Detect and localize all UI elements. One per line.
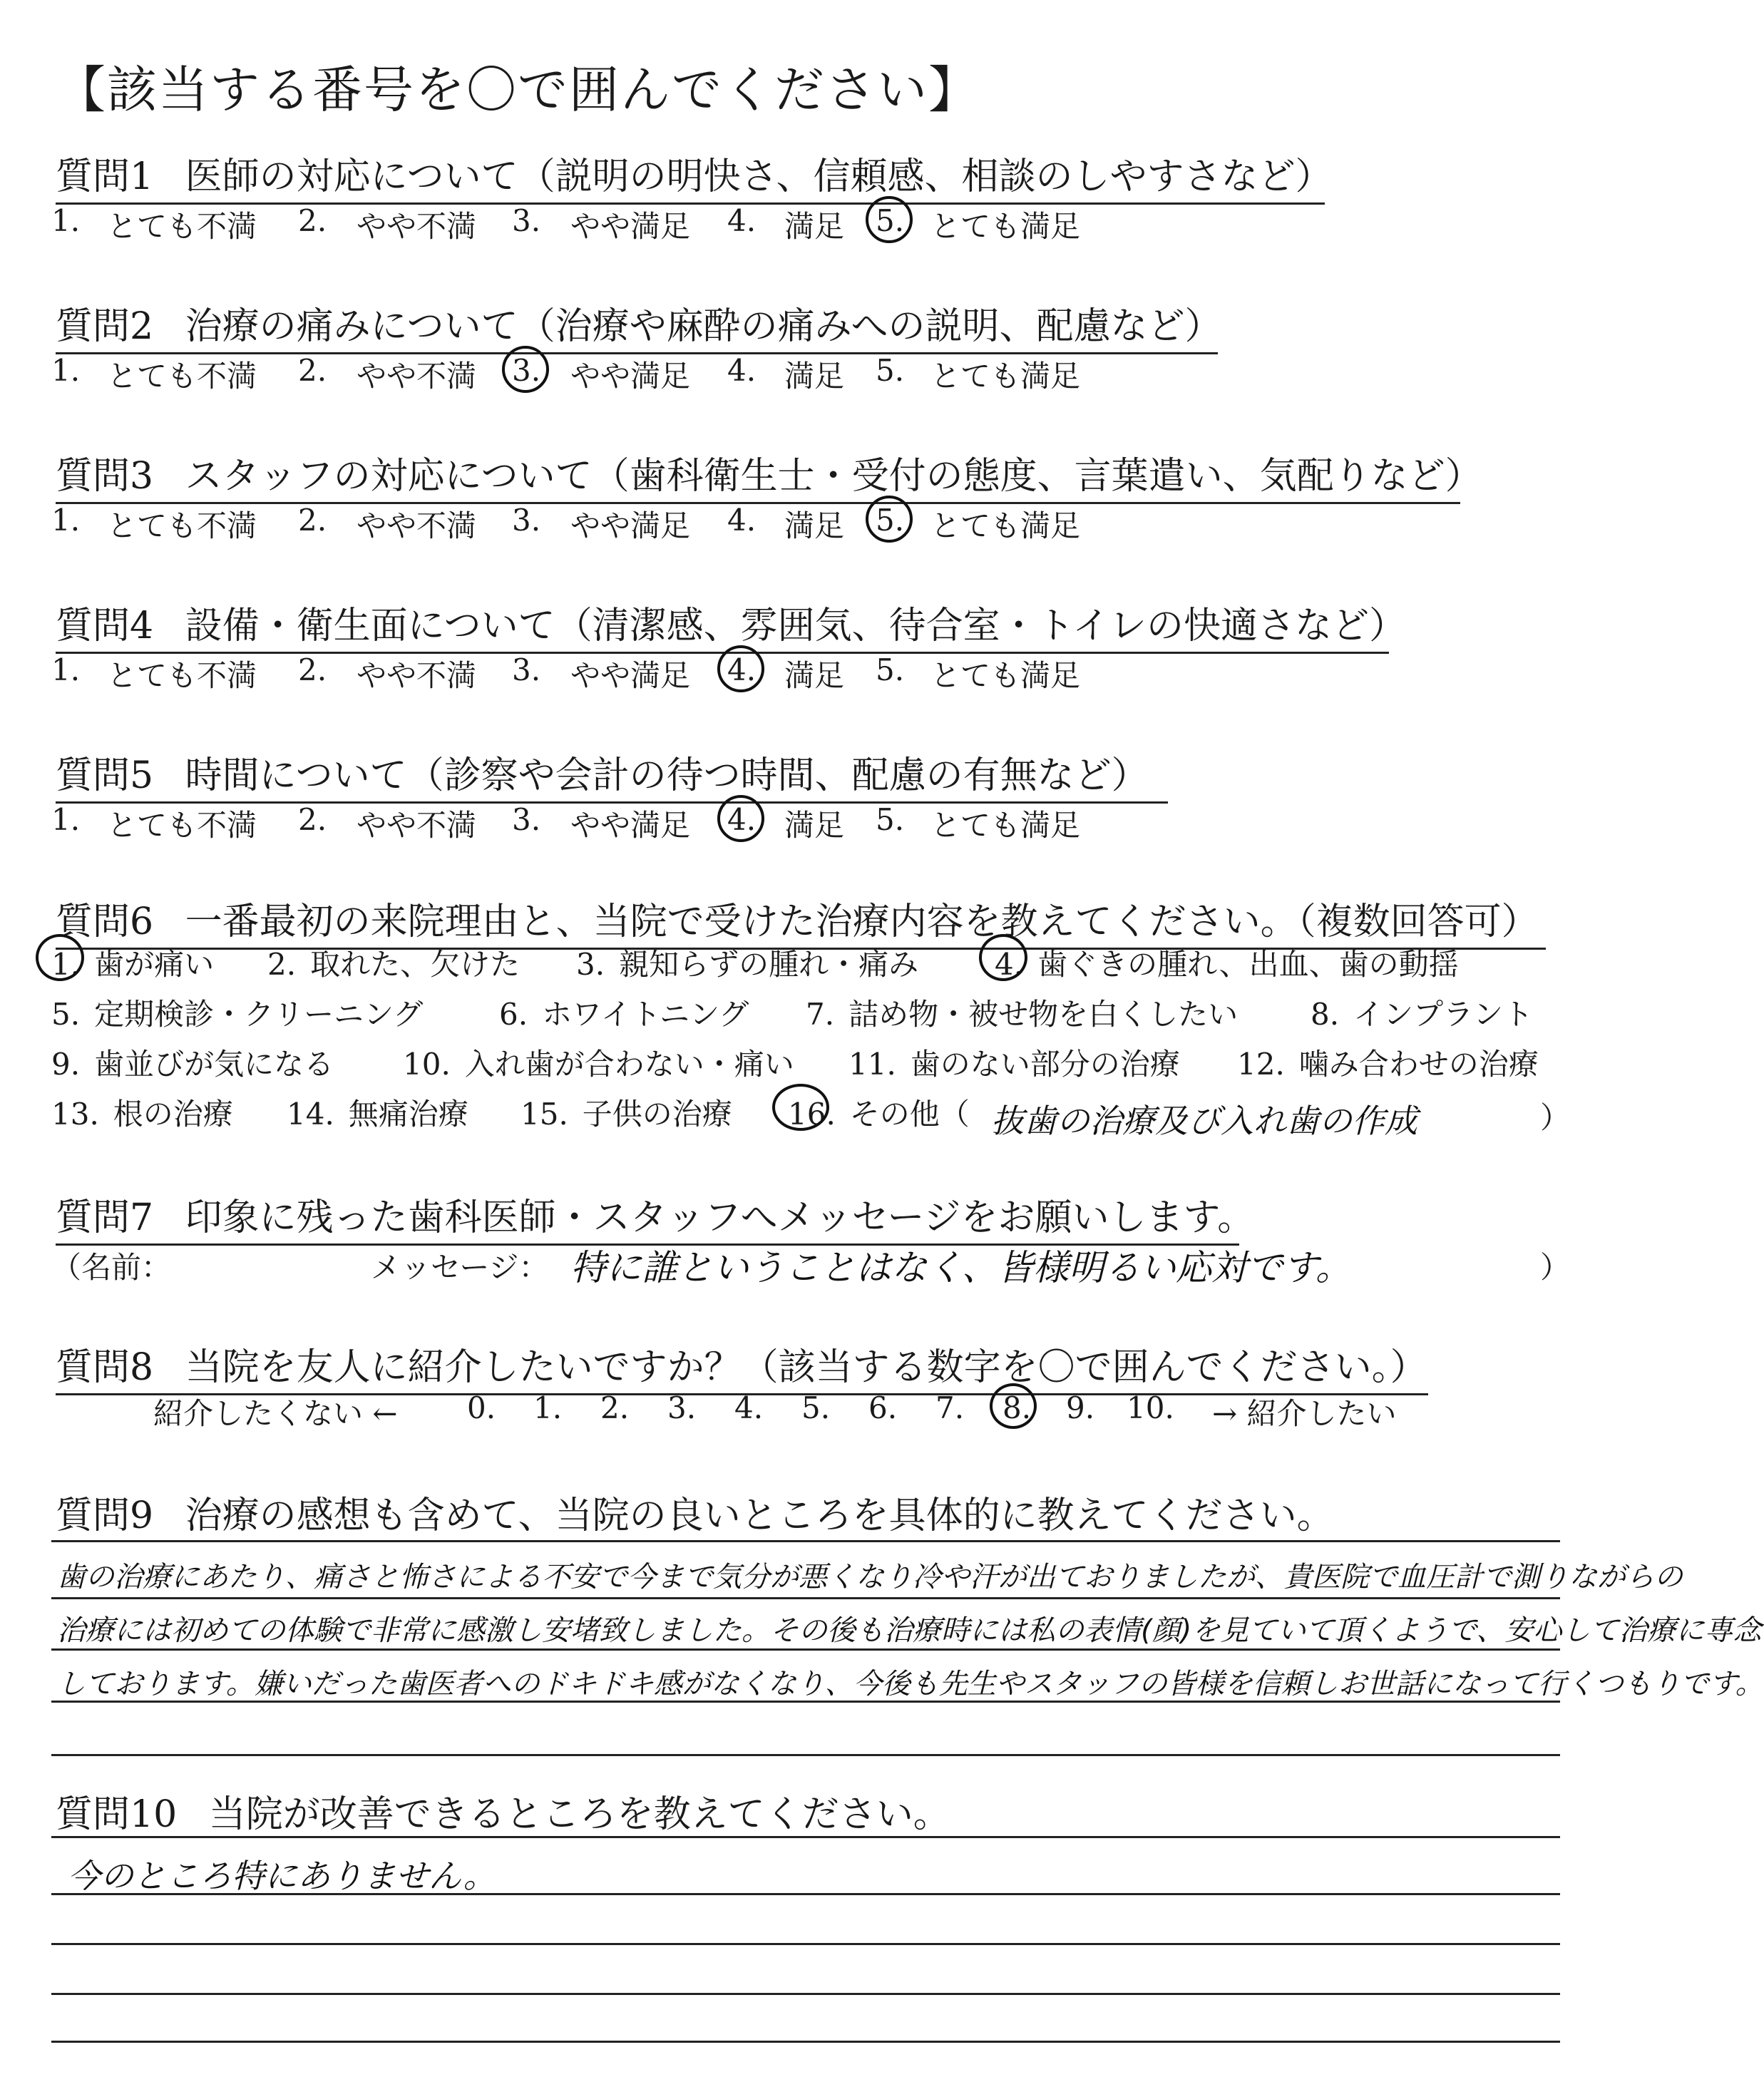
answer-scale-q4 <box>0 652 1643 695</box>
option-label: 満足 <box>784 359 845 394</box>
option-label: その他（ <box>849 1097 970 1132</box>
selection-circle <box>866 196 913 243</box>
option-number: 7. <box>806 997 835 1032</box>
option-number: 4. <box>727 503 757 538</box>
q9-handwritten-line-1: 歯の治療にあたり、痛さと怖さによる不安で今まで気分が悪くなり冷や汗が出ておりましたが、貴医院で血圧計で測りながらの <box>57 1561 1683 1594</box>
option-number: 5. <box>51 997 81 1032</box>
treatment-option <box>806 991 1238 1034</box>
recommend-scale-value: 3. <box>667 1390 697 1425</box>
option-label: やや満足 <box>570 658 691 693</box>
treatment-option <box>403 1041 794 1084</box>
option-number: 5. <box>876 353 905 388</box>
option-number: 9. <box>51 1047 81 1082</box>
option-number: 2. <box>298 802 327 837</box>
option-label: とても満足 <box>930 508 1081 543</box>
option-label: やや不満 <box>357 209 477 244</box>
treatment-option <box>1237 1041 1539 1084</box>
option-label: 入れ歯が合わない・痛い <box>464 1047 794 1082</box>
answer-line <box>51 1540 1560 1542</box>
answer-line <box>51 1893 1560 1895</box>
option-label: 満足 <box>784 808 845 843</box>
treatment-option <box>848 1041 1180 1084</box>
question-label: 質問1 <box>56 155 154 198</box>
question-label: 質問7 <box>56 1196 154 1239</box>
option-number: 1. <box>51 802 81 837</box>
treatment-option <box>521 1091 732 1134</box>
treatment-option <box>499 991 749 1034</box>
question-text: 印象に残った歯科医師・スタッフへメッセージをお願いします。 <box>185 1196 1255 1239</box>
q10-handwritten-answer: 今のところ特にありません。 <box>68 1857 496 1895</box>
option-label: 満足 <box>784 658 845 693</box>
selection-circle <box>502 346 549 393</box>
question-text: 治療の感想も含めて、当院の良いところを具体的に教えてください。 <box>185 1494 1334 1537</box>
recommend-scale-value: 8. <box>1002 1390 1032 1425</box>
question-3 <box>56 446 1482 504</box>
answer-line <box>51 1597 1560 1599</box>
option-number: 4. <box>995 947 1024 982</box>
option-label: とても満足 <box>930 359 1081 394</box>
recommend-scale-value: 2. <box>600 1390 630 1425</box>
question-text: 医師の対応について（説明の明快さ、信頼感、相談のしやすさなど） <box>185 155 1333 198</box>
option-label: インプラント <box>1353 997 1534 1032</box>
recommend-left-label: 紹介したくない ← <box>153 1396 398 1431</box>
option-label: とても満足 <box>930 658 1081 693</box>
selection-circle <box>36 934 84 981</box>
question-label: 質問2 <box>56 305 154 348</box>
page-title: 【該当する番号を〇で囲んでください】 <box>56 61 980 119</box>
option-number: 3. <box>512 652 541 687</box>
option-number: 1. <box>51 947 81 982</box>
option-number: 14. <box>287 1097 334 1132</box>
question-text: 治療の痛みについて（治療や麻酔の痛みへの説明、配慮など） <box>185 305 1222 348</box>
option-number: 3. <box>512 802 541 837</box>
option-number: 3. <box>512 503 541 538</box>
question-label: 質問8 <box>56 1346 154 1389</box>
answer-line <box>51 1648 1560 1651</box>
recommend-scale-value: 6. <box>868 1390 898 1425</box>
option-label: とても満足 <box>930 209 1081 244</box>
message-close-paren: ） <box>1540 1250 1571 1285</box>
answer-line <box>51 2041 1560 2043</box>
option-number: 5. <box>876 203 905 238</box>
recommend-scale-value: 1. <box>533 1390 563 1425</box>
option-number: 6. <box>499 997 528 1032</box>
option-label: 満足 <box>784 508 845 543</box>
option-label: とても不満 <box>107 808 257 843</box>
recommend-scale-value: 9. <box>1066 1390 1095 1425</box>
question-label: 質問9 <box>56 1494 154 1537</box>
option-label: 歯並びが気になる <box>94 1047 334 1082</box>
option-label: とても満足 <box>930 808 1081 843</box>
option-label: とても不満 <box>107 209 257 244</box>
recommend-right-label: → 紹介したい <box>1212 1396 1397 1431</box>
answer-line <box>51 1836 1560 1838</box>
treatment-option <box>51 1091 233 1134</box>
option-number: 4. <box>727 802 757 837</box>
question-10 <box>56 1784 950 1837</box>
answer-scale-q2 <box>0 353 1643 396</box>
option-number: 13. <box>51 1097 99 1132</box>
option-label: やや不満 <box>357 359 477 394</box>
option-number: 4. <box>727 203 757 238</box>
option-label: とても不満 <box>107 359 257 394</box>
treatment-option <box>287 1091 468 1134</box>
other-handwritten-answer: 抜歯の治療及び入れ歯の作成 <box>991 1102 1417 1140</box>
option-number: 15. <box>521 1097 568 1132</box>
answer-line <box>51 1701 1560 1703</box>
option-number: 2. <box>298 652 327 687</box>
treatment-option <box>267 941 520 984</box>
question-9 <box>56 1485 1334 1539</box>
selection-circle <box>979 934 1027 981</box>
selection-circle <box>866 496 913 543</box>
question-text: 当院が改善できるところを教えてください。 <box>208 1793 950 1836</box>
option-number: 3. <box>576 947 605 982</box>
other-close-paren: ） <box>1540 1100 1571 1135</box>
question-8 <box>56 1337 1428 1395</box>
option-number: 5. <box>876 503 905 538</box>
selection-circle <box>772 1084 829 1131</box>
question-text: 当院を友人に紹介したいですか？（該当する数字を〇で囲んでください。） <box>185 1346 1427 1389</box>
recommend-scale-value: 4. <box>734 1390 764 1425</box>
question-text: 一番最初の来院理由と、当院で受けた治療内容を教えてください。（複数回答可） <box>185 901 1539 943</box>
option-number: 5. <box>876 802 905 837</box>
option-number: 3. <box>512 353 541 388</box>
option-number: 5. <box>876 652 905 687</box>
option-number: 2. <box>298 503 327 538</box>
option-label: 無痛治療 <box>348 1097 468 1132</box>
question-2 <box>56 296 1222 354</box>
option-label: とても不満 <box>107 508 257 543</box>
option-label: とても不満 <box>107 658 257 693</box>
option-label: やや不満 <box>357 508 477 543</box>
treatment-option <box>51 991 423 1034</box>
option-number: 1. <box>51 652 81 687</box>
option-label: 根の治療 <box>113 1097 233 1132</box>
question-text: スタッフの対応について（歯科衛生士・受付の態度、言葉遣い、気配りなど） <box>185 455 1482 498</box>
option-label: やや不満 <box>357 808 477 843</box>
answer-line <box>51 1943 1560 1945</box>
option-number: 2. <box>298 353 327 388</box>
q9-handwritten-line-2: 治療には初めての体験で非常に感激し安堵致しました。その後も治療時には私の表情(顔)を見ていて頂くようで、安心して治療に専念 <box>57 1614 1762 1647</box>
option-number: 2. <box>267 947 297 982</box>
option-label: 詰め物・被せ物を白くしたい <box>848 997 1239 1032</box>
option-label: 取れた、欠けた <box>310 947 521 982</box>
option-number: 1. <box>51 353 81 388</box>
selection-circle <box>717 795 764 842</box>
recommend-scale-value: 7. <box>935 1390 965 1425</box>
message-handwritten: 特に誰ということはなく、皆様明るい応対です。 <box>570 1247 1351 1288</box>
question-label: 質問5 <box>56 754 154 797</box>
option-number: 3. <box>512 203 541 238</box>
option-label: 噛み合わせの治療 <box>1298 1047 1539 1082</box>
selection-circle <box>990 1383 1037 1429</box>
option-label: 歯ぐきの腫れ、出血、歯の動揺 <box>1037 947 1459 982</box>
question-label: 質問6 <box>56 901 154 943</box>
option-label: 子供の治療 <box>582 1097 732 1132</box>
option-number: 10. <box>403 1047 451 1082</box>
option-number: 4. <box>727 353 757 388</box>
option-number: 2. <box>298 203 327 238</box>
treatment-option <box>576 941 918 984</box>
answer-line <box>51 1754 1560 1756</box>
option-label: ホワイトニング <box>542 997 749 1032</box>
q9-handwritten-line-3: しております。嫌いだった歯医者へのドキドキ感がなくなり、今後も先生やスタッフの皆様を信頼しお世話になって行くつもりです。 <box>57 1668 1764 1701</box>
answer-scale-q5 <box>0 802 1643 845</box>
treatment-option <box>995 941 1459 984</box>
answer-scale-q1 <box>0 203 1643 246</box>
option-label: やや満足 <box>570 808 691 843</box>
option-label: 満足 <box>784 209 845 244</box>
option-number: 16. <box>788 1097 836 1132</box>
option-number: 1. <box>51 503 81 538</box>
option-label: 親知らずの腫れ・痛み <box>619 947 919 982</box>
option-number: 8. <box>1311 997 1340 1032</box>
treatment-option <box>1311 991 1533 1034</box>
message-label: メッセージ： <box>371 1250 549 1285</box>
question-1 <box>56 146 1333 205</box>
recommend-scale-value: 10. <box>1127 1390 1174 1425</box>
question-text: 時間について（診察や会計の待つ時間、配慮の有無など） <box>185 754 1149 797</box>
question-label: 質問4 <box>56 605 154 647</box>
option-number: 12. <box>1237 1047 1285 1082</box>
option-label: 歯が痛い <box>94 947 215 982</box>
option-label: 歯のない部分の治療 <box>910 1047 1180 1082</box>
option-number: 4. <box>727 652 757 687</box>
option-label: 定期検診・クリーニング <box>94 997 424 1032</box>
option-label: やや満足 <box>570 508 691 543</box>
question-7 <box>56 1187 1255 1246</box>
question-label: 質問3 <box>56 455 154 498</box>
option-number: 1. <box>51 203 81 238</box>
recommend-scale-value: 0. <box>467 1390 496 1425</box>
option-number: 11. <box>848 1047 896 1082</box>
treatment-option <box>51 1041 334 1084</box>
question-4 <box>56 595 1406 654</box>
option-label: やや満足 <box>570 209 691 244</box>
selection-circle <box>717 645 764 692</box>
option-label: やや満足 <box>570 359 691 394</box>
name-label: （名前： <box>51 1250 172 1285</box>
answer-line <box>51 1993 1560 1995</box>
question-label: 質問10 <box>56 1793 178 1836</box>
recommend-scale-value: 5. <box>801 1390 831 1425</box>
question-5 <box>56 745 1168 804</box>
option-label: やや不満 <box>357 658 477 693</box>
answer-scale-q3 <box>0 503 1643 545</box>
question-text: 設備・衛生面について（清潔感、雰囲気、待合室・トイレの快適さなど） <box>185 605 1406 647</box>
